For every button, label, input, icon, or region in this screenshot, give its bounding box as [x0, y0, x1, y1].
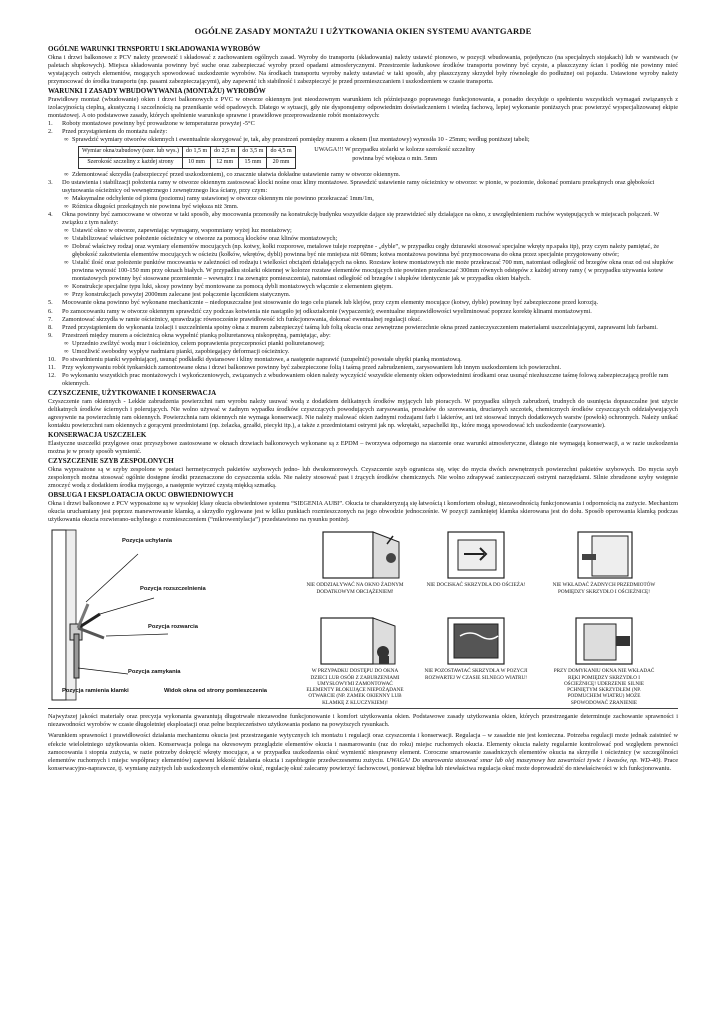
- window-load-icon: [303, 528, 407, 580]
- label-zamykanie: Pozycja zamykania: [128, 669, 181, 676]
- list-item: 11. Przy wykonywaniu robót tynkarskich zamontowane okna i drzwi balkonowe powinny być zabezpieczone folią i taśmą przed zabrudzeniem, zarysowaniem lub innym uszkodzeniem ich powierzchni.: [48, 363, 562, 371]
- warning-figure: [424, 528, 528, 588]
- warning-caption: NIE DOCISKAĆ SKRZYDŁA DO OŚCIEŻA!: [426, 582, 526, 589]
- warning-figure: [303, 614, 407, 705]
- okucia-heading: OBSŁUGA I EKSPLOATACJA OKUC OBWIEDNIOWYCH: [48, 491, 234, 500]
- warning-figure: [552, 528, 656, 594]
- list-item: 4. Okna powinny być zamocowane w otworze w taki sposób, aby mocowania przenosiły na konstrukcję budynku wszystkie dające się przewidzieć siły działające na okno, z uwzględnieniem ruchów występujących w miejscach połączeń. W związku z tym należy:: [48, 210, 660, 226]
- warning-caption: NIE WKŁADAĆ ŻADNYCH PRZEDMIOTÓW POMIĘDZY SKRZYDŁO I OŚCIEŻNICĘ!: [552, 582, 656, 595]
- list-item: ∞ Maksymalne odchylenie od pionu (poziomu) ramy ustawionej w otworze okiennym nie powinno przekraczać 1mm/1m,: [64, 194, 374, 202]
- uwaga-note: UWAGA!!! W przypadku stolarki w kolorze szerokość szczeliny powinna być większa o min. 5mm: [314, 146, 476, 163]
- list-item: ∞ Ustawić okno w otworze, zapewniając wymagany, wspomniany wyżej luz montażowy;: [64, 227, 292, 235]
- warning-figure: [552, 614, 656, 705]
- warning-caption: PRZY DOMYKANIU OKNA NIE WKŁADAĆ RĘKI POMIĘDZY SKRZYDŁO I OŚCIEŻNICĘ! UDERZENIE SILNIE PCHNIĘTYM SKRZYDŁEM (NP. PODMUCHEM WIATRU) MOŻE SPOWODOWAĆ ZRANIENIE: [553, 668, 655, 706]
- bottom-paragraph: Warunkiem sprawności i prawidłowości działania mechanizmu okucia jest przestrzeganie wytycznych ich montażu i regulacji oraz czyszczenia i konserwacji. Regulacja – w zasadzie nie jest konieczna. Potrzeba regulacji może jednak zaistnieć w efekcie wieloletniego użytkowania okien. Konserwacja polega na okresowym przeglądzie elementów okucia i nasmarowaniu (raz do roku) miejsc ruchomych okucia. Elementy okucia należy regularnie kontrolować pod względem pewności zamocowania i stopnia zużycia, w razie potrzeby dokręcić wkręty mocujące, a w przypadku uszkodzenia okuć wymienić niesprawny element. Coroczne smarowanie zasadniczych elementów okucia na skrzydle i ościeżnicy (w szczególności elementów ruchomych i miejsc współpracy elementów) zapewni lekkość działania okucia i zapobiegnie przedwczesnemu zużyciu. UWAGA! Do smarowania stosować smar lub olej maszynowy bez zawartości żywic i kwasów, np. WD-40). Prace konserwacyjno-naprawcze, tj. wymianę zużytych lub uszkodzonych elementów okuć, regulację okuć zalecamy powierzyć fachowcowi, ponieważ błędna lub niewłaściwa regulacja okuć może doprowadzić do niewłaściwości w ich funkcjonowaniu.: [48, 732, 678, 772]
- warning-figure: [303, 528, 407, 594]
- warning-figure: [424, 614, 528, 680]
- list-item: 9. Przestrzeń między murem a ościeżnicą okna wypełnić pianką poliuretanową niskoprężną, pamiętając, aby:: [48, 331, 331, 339]
- label-rozwarcie: Pozycja rozwarcia: [148, 624, 198, 631]
- gap-table-block: [78, 146, 678, 168]
- list-item: 2. Przed przystąpieniem do montażu należy:: [48, 128, 168, 136]
- szyby-text: Okna wyposażone są w szyby zespolone w postaci hermetycznych pakietów szybowych jedno- lub dwukomorowych. Czyszczenie szyb ogranicza się, więc do mycia dwóch zewnętrznych powierzchni pakietów szybowych. Do mycia szyb zespolonych można stosować ogólnie dostępne środki przeznaczone do czyszczenia szkła. Nie należy stosować past i żrących środków chemicznych. Nie wolno zdrapywać zanieczyszczeń ostrymi narzędziami. Silnie zbrudzone szyby wstępnie zmoczyć wodą z dodatkiem środka myjącego, a następnie wytrzeć czystą miękką szmatką.: [48, 466, 678, 490]
- list-item: 8. Przed przystąpieniem do wykonania izolacji i uszczelnienia spoiny okna z murem zabezpieczyć taśmą lub folią okucia oraz zewnętrzne powierzchnie okna przed zanieczyszczeniem materiałami uszczelniającymi, zaprawami lub farbami.: [48, 323, 658, 331]
- czyszczenie-heading: CZYSZCZENIE, UŻYTKOWANIE I KONSERWACJA: [48, 388, 217, 397]
- list-item: 7. Zamontować skrzydła w ramie ościeżnicy, sprawdzając równocześnie prawidłowość ich funkcjonowania, dokonać ewentualnej regulacji okuć.: [48, 315, 422, 323]
- list-item: ∞ Zdemontować skrzydła (zabezpieczyć przed uszkodzeniem), co znacznie ułatwia dokładne ustawienie ramy w otworze okiennym.: [64, 170, 401, 178]
- table-cell: do 4,5 m: [267, 147, 295, 158]
- warning-caption: NIE ODDZIAŁYWAĆ NA OKNO ŻADNYM DODATKOWYM OBCIĄŻENIEM!: [306, 582, 404, 595]
- label-uchyl: Pozycja uchylania: [122, 538, 172, 545]
- list-item: ∞ Ustabilizować właściwe położenie ościeżnicy w otworze za pomocą klocków oraz klinów montażowych;: [64, 235, 338, 243]
- table-cell: do 2,5 m: [211, 147, 239, 158]
- czyszczenie-text: Czyszczenie ram okiennych - Lekkie zabrudzenia powierzchni ram wyrobu należy usuwać wodą z dodatkiem delikatnych środków myjących lub pioracych. W przypadku silnych zabrudzeń, trudnych do usunięcia dopuszczalne jest użycie delikatnych środków ściernych i polerujących. Nie wolno używać w żadnym wypadku środków czyszczących powodujących zarysowania, proszków do szorowania, drucianych szczotek, chemicznych środków czyszczących oddziaływujących agresywnie na powierzchnię ram okiennych. Powierzchnia ram okiennych nie wymaga konserwacji. Nie należy malować okien żadnymi rodzajami farb i lakierów, ani też stosować innych dodatkowych warstw (powłok) ochronnych. Należy unikać kontaktu powierzchni ram okiennych z gorącymi przedmiotami (np. żelazka, grzałki, piecyki itp.), a także z przedmiotami ostrymi jak np. wkrętaki, szpachelki itp., które mogą spowodować ich uszkodzenie (zarysowanie).: [48, 397, 678, 430]
- warning-caption: W PRZYPADKU DOSTĘPU DO OKNA DZIECI LUB OSÓB Z ZABURZENIAMI UMYSŁOWYMI ZAMONTOWAĆ ELEMENTY BLOKUJĄCE NIEPOŻĄDANE OTWARCIE (NP. ZAMEK OKIENNY LUB KLAMKĘ Z KLUCZYKIEM)!: [306, 668, 404, 706]
- table-cell: 12 mm: [211, 158, 239, 169]
- document: [48, 26, 678, 773]
- list-item: ∞ Różnica długości przekątnych nie powinna być większa niż 3mm.: [64, 202, 239, 210]
- table-cell: do 1,5 m: [182, 147, 210, 158]
- list-item: ∞ Uprzednio zwilżyć wodą mur i ościeżnicę, celem poprawienia przyczepności pianki poliuretanowej;: [64, 339, 325, 347]
- transport-heading: OGÓLNE WARUNKI TRNSPORTU I SKŁADOWANIA WYROBÓW: [48, 45, 261, 53]
- table-cell: 20 mm: [267, 158, 295, 169]
- page-title: OGÓLNE ZASADY MONTAŻU I UŻYTKOWANIA OKIEN SYSTEMU AVANTGARDE: [194, 26, 532, 36]
- list-item: ∞ Dobrać właściwy rodzaj oraz wymiary elementów mocujących (np. kotwy, kołki rozporowe, metalowe tuleje rozprężne - „dyble”, w przypadku cegły dziurawki stosować specjalne wkręty np.spaks itp), przy czym należy pamiętać, że głębokość zakotwienia elementów mocujących w ościeżu (kołków, wkrętów, dybli) powinna być nie mniejsza niż 60mm; kotwa montażowa powinna być przymocowana do okna przez specjalnie przygotowany otwór;: [64, 243, 660, 259]
- list-item: 10. Po stwardnieniu pianki wypełniającej, usunąć podkładki dystansowe i kliny montażowe, a następnie naprawić (uzupełnić) powstałe ubytki pianką montażową.: [48, 355, 462, 363]
- table-cell: Szerokość szczeliny z każdej strony: [79, 158, 183, 169]
- list-item: 5. Mocowanie okna powinno być wykonane mechanicznie – niedopuszczalne jest stosowanie do tego celu pianek lub klejów, przy czym elementy mocujące (kotwy, dyble) powinny być zabezpieczone przed korozją.: [48, 299, 599, 307]
- wind-icon: [424, 614, 528, 666]
- table-cell: 15 mm: [239, 158, 267, 169]
- table-cell: 10 mm: [182, 158, 210, 169]
- list-item: 3. Do ustawienia i stabilizacji położenia ramy w otworze okiennym zastosować klocki nośne oraz kliny montażowe. Sprawdzić ustawienie ramy ościeżnicy w otworze: w pionie, w poziomie, dokonać pomiaru przekątnych oraz głębokości usytuowania ościeżnicy od wewnętrznego i zewnętrznego lica ściany, przy czym:: [48, 178, 655, 194]
- list-item: 12. Po wykonaniu wszystkich prac montażowych i wykończeniowych, związanych z wbudowaniem okien należy wyczyścić wszystkie elementy okien odpowiednimi środkami oraz usunąć niezłuszczne taśmę folową zabezpieczającą profile ram okiennych.: [48, 371, 669, 387]
- okucia-text: Okna i drzwi balkonowe z PCV wyposażone są w wysokiej klasy okucia obwiedniowe systemu “SIEGENIA AUBI”. Okucia te charakteryzują się łatwością i komfortem obsługi, niezawodnością funkcjonowania i odpornością na zużycie. Mechanizm okucia uruchamiany jest poprzez manewrowanie klamką, a skrzydło ryglowane jest w kilku punktach rozmieszczonych na jego obwodzie jednocześnie. W pozycji zamkniętej klamka skierowana jest do dołu. Sposób operowania klamką podczas użytkowania okucia rozwierano-uchylnego z rozmieszczeniem (“mikrowentylacja”) przedstawiono na rysunku poniżej.: [48, 500, 678, 524]
- warning-caption: NIE POZOSTAWIAĆ SKRZYDŁA W POZYCJI ROZWARTEJ W CZASIE SILNEGO WIATRU!: [424, 668, 528, 681]
- window-object-icon: [552, 528, 656, 580]
- gap-table: [78, 146, 296, 168]
- szyby-heading: CZYSZCZENIE SZYB ZESPOLONYCH: [48, 457, 174, 466]
- montaz-heading: WARUNKI I ZASADY WBUDOWYWANIA (MONTAŻU) WYROBÓW: [48, 87, 266, 96]
- window-handle-diagram: [48, 528, 288, 704]
- label-rozszczelnienie: Pozycja rozszczelnienia: [140, 586, 206, 593]
- list-item: ∞ Umożliwić swobodny wypływ nadmiaru pianki, zapobiegający deformacji ościeżnicy.: [64, 347, 290, 355]
- window-press-icon: [424, 528, 528, 580]
- handle-position-diagram: [48, 528, 288, 704]
- uszczelki-text: Elastyczne uszczelki przylgowe oraz przyszybowe zastosowane w oknach drzwiach balkonowych wykonane są z EPDM – tworzywa odpornego na starzenie oraz warunki atmosferyczne, dlatego nie wymagają konserwacji, a w razie uszkodzenia można je w prosty sposób wymienić.: [48, 440, 678, 456]
- table-cell: do 3,5 m: [239, 147, 267, 158]
- list-item: ∞ Konstrukcje specjalne typu luki, skosy powinny być montowane za pomocą dybli montażowych włącznie z elementem giętym.: [64, 283, 393, 291]
- list-item: ∞ Sprawdzić wymiary otworów okiennych i ewentualnie skorygować je, tak, aby przestrzeń pomiędzy murem a oknem (luz montażowy) wynosiła 10 - 25mm; według poniższej tabeli;: [64, 136, 530, 144]
- bottom-notes: [48, 708, 678, 772]
- label-ramie: Pozycja ramienia klamki: [62, 688, 129, 695]
- list-item: 1. Roboty montażowe powinny być prowadzone w temperaturze powyżej -5°C: [48, 120, 255, 128]
- uszczelki-heading: KONSERWACJA USZCZELEK: [48, 431, 147, 440]
- bottom-paragraph: Najwyższej jakości materiały oraz precyzja wykonania gwarantują długotrwałe niezawodne funkcjonowanie i komfort użytkowania okien. Podstawowe zasady użytkowania okien, których przestrzeganie determinuje zachowanie sprawności i niezawodności wyrobów w czasie długoletniej eksploatacji oraz pełne bezpieczeństwo użytkowania podano na powyższych rysunkach.: [48, 713, 678, 729]
- montaz-intro: Prawidłowy montaż (wbudowanie) okien i drzwi balkonowych z PVC w otworze okiennym jest nieodzownym warunkiem ich późniejszego poprawnego funkcjonowania, a ponadto decyduje o spełnieniu wszystkich wymagań związanych z izolacyjnością cieplną, akustyczną i szczelnością na przenikanie wód opadowych. Dlatego w sytuacji, gdy nie dysponujemy odpowiednim doświadczeniem i wiedzą fachową, lepiej wykonanie poniższych prac powierzyć wyspecjalizowanej ekipie montażowej. A oto podstawowe zasady, których spełnienie warunkuje sprawne i prawidłowe przeprowadzenie robót montażowych:: [48, 96, 678, 120]
- label-widok: Widok okna od strony pomieszczenia: [164, 688, 268, 695]
- hand-pinch-icon: [552, 614, 656, 666]
- list-item: ∞ Przy konstrukcjach powyżej 2000mm zalecane jest połączenie łącznikiem statycznym.: [64, 291, 291, 299]
- table-cell: Wymiar okna/zabudowy (szer. lub wys.): [79, 147, 183, 158]
- list-item: 6. Po zamocowaniu ramy w otworze okiennym sprawdzić czy podczas kotwienia nie nastąpiło jej odkształcenie (wypaczenie); ewentualne nieprawidłowości wyeliminować poprzez korektę klinami montażowymi.: [48, 307, 592, 315]
- list-item: ∞ Ustalić ilość oraz położenie punktów mocowania w zależności od rodzaju i wielkości obciążeń działających na okno. Rozstaw kotew montażowych nie może przekraczać 700 mm, natomiast odległość od brzegów okna oraz od osi słupków powinna wynosić 100-150 mm przy oknach białych. W przypadku stolarki okiennej w kolorze rozstaw elementów mocujących nie powinien przekraczać 300mm równych odstępów z każdej strony ramy ( w przypadku używania kotew montażowych powinny być stosowane przemiennie – wewnątrz i na zewnątrz pomieszczenia), natomiast odległość od brzegów i słupków identycznie jak w przypadku okien białych.: [64, 259, 674, 283]
- child-safety-icon: [303, 614, 407, 666]
- figures: [48, 528, 678, 704]
- transport-text: Okna i drzwi balkonowe z PCV należy przewozić i składować z zachowaniem ogólnych zasad. Wyroby do transportu (składowania) należy ustawić pionowo, w pozycji wbudowania, pojedynczo (na specjalnych stojakach) lub w warstwach (w paletach słupkowych). Miejsca składowania powinny być suche oraz zabezpieczać wyroby przed opadami atmosferycznymi. Przestrzenie ładunkowe środków transportu powinny być czyste, a płaszczyzny ścian i podłóg nie powinny mieć wystających ostrych elementów, mogących spowodować uszkodzenie wyrobów. Na środkach transportu wyroby należy ustawiać w taki sposób, aby płaszczyzny skrzydeł były równoległe do podłużnej osi pojazdu. Ustawione wyroby należy przymocować do środka transportu (np. pasami zabezpieczającymi), aby zapewnić ich stabilność i zabezpieczyć je przed przemieszczaniem i uszkodzeniem w czasie transportu.: [48, 53, 678, 86]
